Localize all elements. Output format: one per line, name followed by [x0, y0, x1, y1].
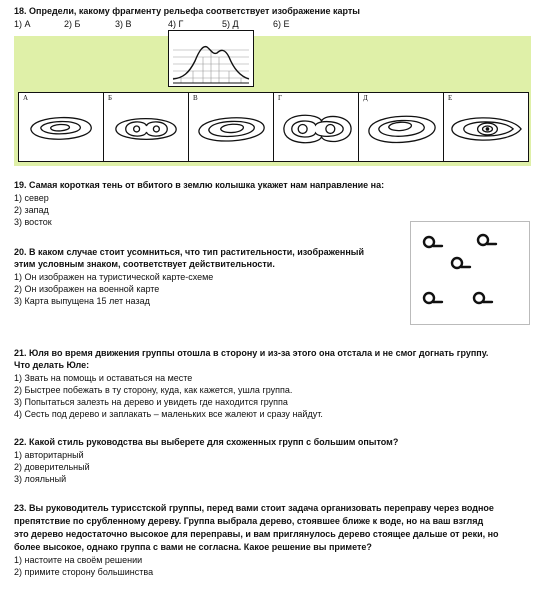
relief-profile-image [168, 30, 254, 87]
q23-option-2[interactable]: 2) примите сторону большинства [14, 567, 154, 577]
map-fragment-e-label: Е [448, 94, 453, 102]
q20-option-3[interactable]: 3) Карта выпущена 15 лет назад [14, 296, 150, 306]
q21-option-2[interactable]: 2) Быстрее побежать в ту сторону, куда, как кажется, ушла группа. [14, 385, 293, 395]
map-fragment-g[interactable] [274, 93, 359, 161]
vegetation-symbol-box [410, 221, 530, 325]
map-fragment-a-label: А [23, 94, 29, 102]
map-fragment-d[interactable] [359, 93, 444, 161]
q21-option-1[interactable]: 1) Звать на помощь и оставаться на месте [14, 373, 193, 383]
map-fragment-a[interactable] [19, 93, 104, 161]
contour-icon-b [104, 93, 188, 161]
map-fragment-d-label: Д [363, 94, 368, 102]
q23-title-line3: это дерево недостаточно высокое для переправы, и вам приглянулось дерево стоящее дальше от реки, но [14, 529, 499, 539]
q23-title-line2: препятствие по срубленному дереву. Группа выбрала дерево, стоявшее ближе к воде, но на ваш взгляд [14, 516, 484, 526]
q18-title: 18. Определи, какому фрагменту рельефа соответствует изображение карты [14, 6, 360, 16]
q20-title-line1: 20. В каком случае стоит усомниться, что тип растительности, изображенный [14, 247, 364, 257]
q20-option-1[interactable]: 1) Он изображен на туристической карте-схеме [14, 272, 214, 282]
q22-option-2[interactable]: 2) доверительный [14, 462, 90, 472]
map-fragment-b-label: Б [108, 94, 113, 102]
q23-option-1[interactable]: 1) настоите на своём решении [14, 555, 143, 565]
map-fragment-v[interactable] [189, 93, 274, 161]
q18-option-2[interactable]: 2) Б [64, 19, 81, 29]
q18-option-6[interactable]: 6) Е [273, 19, 290, 29]
q19-title: 19. Самая короткая тень от вбитого в землю колышка укажет нам направление на: [14, 180, 385, 190]
q18-option-5[interactable]: 5) Д [222, 19, 239, 29]
map-fragment-v-label: В [193, 94, 198, 102]
q21-option-4[interactable]: 4) Сесть под дерево и заплакать – маленьких все жалеют и сразу найдут. [14, 409, 323, 419]
q20-option-2[interactable]: 2) Он изображен на военной карте [14, 284, 160, 294]
relief-profile-graphic [169, 31, 253, 86]
q22-option-3[interactable]: 3) лояльный [14, 474, 67, 484]
contour-icon-e [444, 93, 528, 161]
q18-option-3[interactable]: 3) В [115, 19, 132, 29]
q20-title-line2: этим условным знаком, соответствует действительности. [14, 259, 275, 269]
contour-icon-d [359, 93, 443, 161]
q21-title-line1: 21. Юля во время движения группы отошла в сторону и из-за этого она отстала и не смог догнать группу. [14, 348, 489, 358]
q18-option-1[interactable]: 1) А [14, 19, 31, 29]
map-fragment-g-label: Г [278, 94, 283, 102]
map-fragment-b[interactable] [104, 93, 189, 161]
q23-title-line1: 23. Вы руководитель турисстской группы, перед вами стоит задача организовать переправу через водное [14, 503, 494, 513]
q19-option-2[interactable]: 2) запад [14, 205, 49, 215]
q21-option-3[interactable]: 3) Попытаться залезть на дерево и увидеть где находится группа [14, 397, 288, 407]
contour-icon-v [189, 93, 273, 161]
deciduous-forest-symbol-icon [411, 222, 529, 324]
map-fragment-e[interactable] [444, 93, 528, 161]
contour-icon-g [274, 93, 358, 161]
q22-option-1[interactable]: 1) авторитарный [14, 450, 84, 460]
relief-map-fragments [18, 92, 529, 162]
contour-icon-a [19, 93, 103, 161]
q23-title-line4: более высокое, однако группа с вами не согласна. Какое решение вы примете? [14, 542, 372, 552]
q22-title: 22. Какой стиль руководства вы выберете для схоженных групп с большим опытом? [14, 437, 399, 447]
q19-option-3[interactable]: 3) восток [14, 217, 52, 227]
q19-option-1[interactable]: 1) север [14, 193, 49, 203]
q21-title-line2: Что делать Юле: [14, 360, 90, 370]
q18-option-4[interactable]: 4) Г [168, 19, 184, 29]
